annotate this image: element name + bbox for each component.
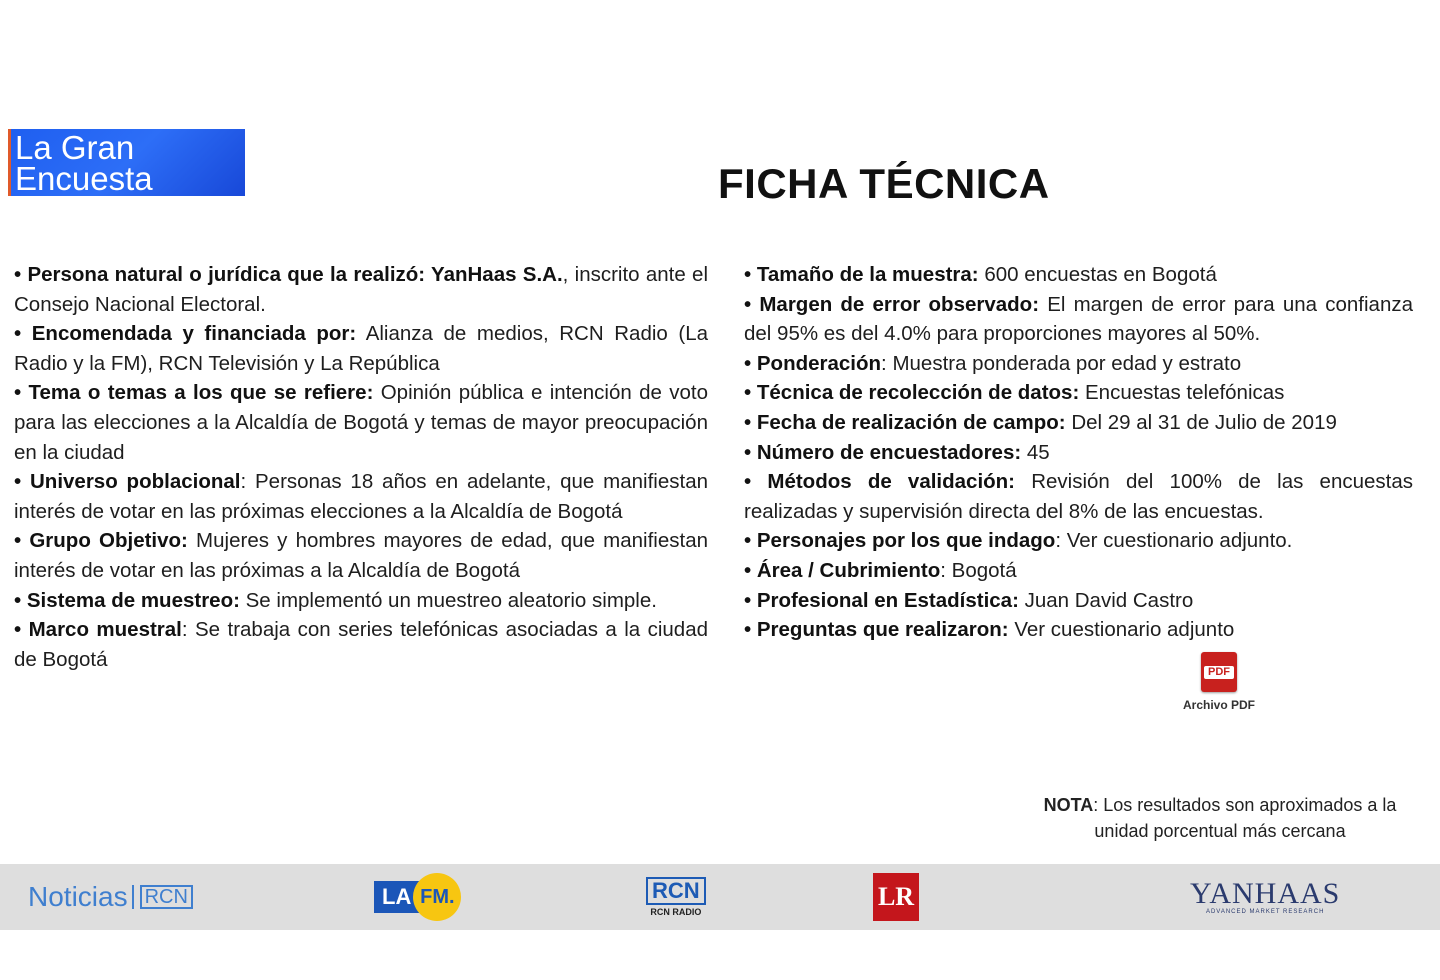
item-universo: [14, 467, 708, 526]
item-text: Mujeres y hombres mayores de edad, que manifiestan interés de votar en las próximas a la Alcaldía de Bogotá: [14, 529, 708, 582]
item-text: 45: [1021, 440, 1050, 464]
rcn-radio-mark: RCN: [646, 877, 706, 905]
rcn-radio-logo: [646, 864, 706, 930]
item-text: : Muestra ponderada por edad y estrato: [881, 351, 1242, 375]
item-label: • Encomendada y financiada por:: [14, 322, 357, 346]
rcn-radio-text: RCN RADIO: [650, 907, 702, 917]
item-text: Juan David Castro: [1018, 588, 1194, 612]
item-sistema: [14, 586, 708, 616]
yanhaas-text: YANHAAS: [1190, 877, 1341, 910]
item-text: Opinión pública e intención de voto para las elecciones a la Alcaldía de Bogotá y temas de mayor preocupación en la ciudad: [14, 381, 708, 464]
yanhaas-subtitle: ADVANCED MARKET RESEARCH: [1205, 909, 1325, 915]
item-profesional: [744, 586, 1413, 616]
item-label: • Profesional en Estadística:: [744, 588, 1019, 612]
item-text: 600 encuestas en Bogotá: [978, 263, 1217, 286]
item-label: • Persona natural o jurídica que la realizó: YanHaas S.A.: [14, 263, 563, 286]
item-label: • Número de encuestadores:: [744, 440, 1022, 464]
sponsor-footer: [0, 864, 1440, 930]
pdf-icon[interactable]: [1201, 652, 1237, 692]
item-ponderacion: [744, 349, 1413, 379]
la-fm-logo: [374, 864, 461, 930]
pdf-icon-text: PDF: [1204, 666, 1234, 679]
item-label: • Fecha de realización de campo:: [744, 410, 1066, 434]
item-area: [744, 556, 1413, 586]
rcn-mark: RCN: [140, 885, 193, 909]
item-label: • Tema o temas a los que se refiere:: [14, 381, 374, 405]
item-label: • Marco muestral: [14, 618, 182, 642]
yanhaas-logo: [1190, 864, 1340, 930]
item-margen: [744, 290, 1413, 349]
item-persona: [14, 260, 708, 319]
item-text: El margen de error para una confianza del 95% es del 4.0% para proporciones mayores al 50%.: [744, 292, 1414, 346]
item-text: : Bogotá: [940, 558, 1017, 582]
pdf-attachment-link[interactable]: [1180, 652, 1258, 712]
la-gran-encuesta-logo: [8, 129, 245, 196]
item-label: • Área / Cubrimiento: [744, 558, 941, 582]
item-fecha: [744, 408, 1413, 438]
item-text: : Ver cuestionario adjunto.: [1055, 529, 1293, 553]
item-label: • Preguntas que realizaron:: [744, 618, 1009, 642]
item-grupo: [14, 526, 708, 585]
lafm-circle: FM.: [413, 873, 461, 921]
item-text: Se implementó un muestreo aleatorio simple.: [239, 588, 657, 612]
item-personajes: [744, 526, 1413, 556]
la-republica-logo: [873, 864, 919, 930]
item-text: : Personas 18 años en adelante, que manifiestan interés de votar en las próximas elecciones a la Alcaldía de Bogotá: [14, 470, 708, 523]
nota-text: [1020, 792, 1420, 844]
item-marco: [14, 615, 708, 674]
item-label: • Tamaño de la muestra:: [744, 263, 979, 286]
item-label: • Margen de error observado:: [744, 292, 1040, 316]
lr-mark: LR: [873, 873, 919, 921]
nota-body: : Los resultados son aproximados a la unidad porcentual más cercana: [1093, 795, 1397, 841]
noticias-rcn-logo: [28, 864, 193, 930]
item-encomendada: [14, 319, 708, 378]
left-column: [14, 260, 708, 674]
item-label: • Universo poblacional: [14, 470, 241, 494]
item-text: Del 29 al 31 de Julio de 2019: [1065, 410, 1337, 434]
brand-line-1: La Gran: [15, 129, 135, 166]
noticias-text: Noticias: [28, 881, 128, 912]
item-tema: [14, 378, 708, 467]
item-encuestadores: [744, 438, 1413, 468]
item-label: • Ponderación: [744, 351, 882, 375]
right-column: [744, 260, 1413, 645]
item-metodos: [744, 467, 1413, 526]
item-label: • Técnica de recolección de datos:: [744, 381, 1080, 405]
pdf-label: Archivo PDF: [1182, 698, 1255, 712]
item-label: • Personajes por los que indago: [744, 529, 1056, 553]
item-text: , inscrito ante el Consejo Nacional Electoral.: [14, 263, 708, 316]
item-tamano: [744, 260, 1413, 290]
item-text: Encuestas telefónicas: [1079, 381, 1285, 405]
nota-label: NOTA: [1043, 795, 1094, 815]
page-title: FICHA TÉCNICA: [718, 160, 1050, 207]
item-text: Revisión del 100% de las encuestas realizadas y supervisión directa del 8% de las encuestas.: [744, 470, 1413, 523]
item-label: • Métodos de validación:: [744, 470, 1016, 494]
item-text: Alianza de medios, RCN Radio (La Radio y la FM), RCN Televisión y La República: [14, 322, 709, 375]
logo-separator: [132, 885, 134, 909]
item-label: • Sistema de muestreo:: [14, 588, 240, 612]
item-tecnica: [744, 378, 1413, 408]
item-text: Ver cuestionario adjunto: [1008, 618, 1235, 642]
brand-line-2: Encuesta: [15, 160, 153, 197]
item-preguntas: [744, 615, 1413, 645]
item-text: : Se trabaja con series telefónicas asociadas a la ciudad de Bogotá: [14, 618, 708, 671]
lafm-box: LA: [374, 881, 419, 913]
item-label: • Grupo Objetivo:: [14, 529, 188, 553]
